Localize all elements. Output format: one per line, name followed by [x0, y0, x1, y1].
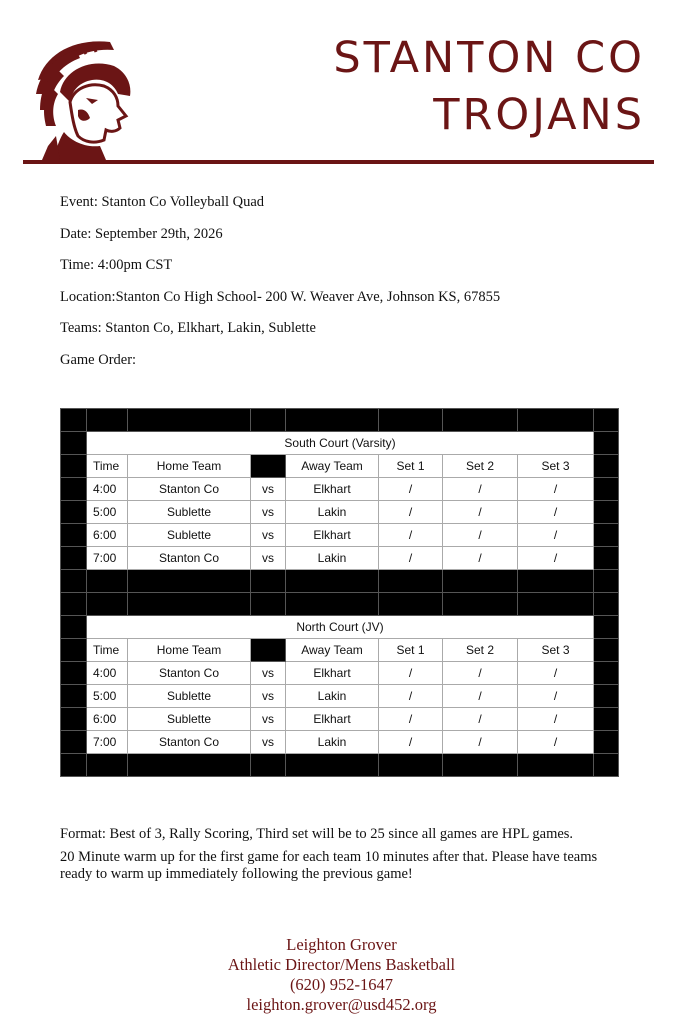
column-header-row [61, 639, 619, 662]
spacer-cell [61, 570, 87, 593]
spacer-cell [61, 524, 87, 547]
spacer-cell [61, 409, 87, 432]
header-divider [23, 160, 654, 164]
set-2-score: / [443, 524, 518, 547]
spacer-cell [128, 754, 251, 777]
set-1-score: / [379, 478, 443, 501]
spacer-cell [128, 409, 251, 432]
spacer-cell [61, 639, 87, 662]
column-header: Away Team [286, 639, 379, 662]
home-team: Sublette [128, 708, 251, 731]
set-2-score: / [443, 501, 518, 524]
set-2-score: / [443, 662, 518, 685]
spacer-cell [443, 409, 518, 432]
home-team: Sublette [128, 524, 251, 547]
spacer-cell [286, 570, 379, 593]
home-team: Stanton Co [128, 547, 251, 570]
set-3-score: / [518, 662, 594, 685]
event-location: Location:Stanton Co High School- 200 W. Weaver Ave, Johnson KS, 67855 [60, 288, 501, 305]
table-row [61, 501, 619, 524]
spacer-cell [251, 593, 286, 616]
spacer-cell [443, 754, 518, 777]
spacer-cell [251, 754, 286, 777]
column-header-row [61, 455, 619, 478]
set-1-score: / [379, 685, 443, 708]
set-3-score: / [518, 547, 594, 570]
contact-role: Athletic Director/Mens Basketball [227, 955, 456, 974]
column-header: Home Team [128, 639, 251, 662]
home-team: Stanton Co [128, 478, 251, 501]
set-2-score: / [443, 685, 518, 708]
away-team: Elkhart [286, 478, 379, 501]
table-row [61, 708, 619, 731]
vs-label: vs [251, 547, 286, 570]
spacer-cell [61, 455, 87, 478]
set-2-score: / [443, 547, 518, 570]
spacer-cell [594, 478, 619, 501]
column-header: Set 2 [443, 639, 518, 662]
spacer-cell [87, 570, 128, 593]
warmup-notes: 20 Minute warm up for the first game for each team 10 minutes after that. Please have teams ready to warm up immediately following the previous game! [60, 849, 598, 882]
vs-label: vs [251, 501, 286, 524]
set-1-score: / [379, 708, 443, 731]
spacer-cell [379, 409, 443, 432]
set-1-score: / [379, 524, 443, 547]
table-row [61, 547, 619, 570]
set-3-score: / [518, 478, 594, 501]
spacer-cell [594, 547, 619, 570]
table-row [61, 685, 619, 708]
spacer-cell [443, 593, 518, 616]
trojan-head-logo-icon [34, 36, 140, 160]
set-3-score: / [518, 731, 594, 754]
home-team: Stanton Co [128, 731, 251, 754]
spacer-cell [518, 754, 594, 777]
spacer-cell [61, 662, 87, 685]
spacer-cell [61, 685, 87, 708]
spacer-cell [61, 708, 87, 731]
spacer-cell [594, 593, 619, 616]
table-row [61, 524, 619, 547]
spacer-cell [518, 570, 594, 593]
event-time: Time: 4:00pm CST [60, 257, 173, 273]
spacer-cell [594, 639, 619, 662]
spacer-cell [61, 754, 87, 777]
spacer-cell [518, 409, 594, 432]
vs-label: vs [251, 685, 286, 708]
contact-block [0, 935, 683, 1015]
spacer-cell [594, 754, 619, 777]
spacer-cell [594, 409, 619, 432]
vs-label: vs [251, 478, 286, 501]
spacer-cell [594, 455, 619, 478]
spacer-row [61, 409, 619, 432]
spacer-cell [594, 570, 619, 593]
set-1-score: / [379, 501, 443, 524]
spacer-cell [379, 754, 443, 777]
away-team: Lakin [286, 731, 379, 754]
set-3-score: / [518, 501, 594, 524]
away-team: Elkhart [286, 524, 379, 547]
set-2-score: / [443, 708, 518, 731]
away-team: Elkhart [286, 662, 379, 685]
spacer-cell [518, 593, 594, 616]
spacer-cell [87, 593, 128, 616]
set-1-score: / [379, 662, 443, 685]
home-team: Sublette [128, 685, 251, 708]
court-title-row [61, 616, 619, 639]
spacer-cell [61, 432, 87, 455]
spacer-cell [128, 570, 251, 593]
table-row [61, 731, 619, 754]
title-line-1: STANTON CO [333, 33, 645, 83]
spacer-cell [61, 478, 87, 501]
column-header: Time [87, 639, 128, 662]
game-time: 5:00 [87, 685, 128, 708]
format-notes [60, 826, 630, 889]
event-teams: Teams: Stanton Co, Elkhart, Lakin, Sublette [60, 320, 316, 336]
spacer-cell [251, 409, 286, 432]
page-title [333, 30, 645, 144]
game-time: 6:00 [87, 708, 128, 731]
spacer-cell [443, 570, 518, 593]
home-team: Stanton Co [128, 662, 251, 685]
spacer-cell [594, 501, 619, 524]
set-3-score: / [518, 524, 594, 547]
away-team: Lakin [286, 685, 379, 708]
column-header: Set 3 [518, 455, 594, 478]
vs-label: vs [251, 731, 286, 754]
spacer-cell [594, 432, 619, 455]
set-1-score: / [379, 547, 443, 570]
spacer-cell [594, 616, 619, 639]
home-team: Sublette [128, 501, 251, 524]
contact-email[interactable]: leighton.grover@usd452.org [246, 995, 437, 1014]
contact-name: Leighton Grover [286, 935, 397, 954]
vs-header-cell [251, 455, 286, 478]
spacer-cell [61, 501, 87, 524]
spacer-cell [594, 662, 619, 685]
format-rules: Format: Best of 3, Rally Scoring, Third set will be to 25 since all games are HPL games. [60, 826, 574, 842]
table-row [61, 662, 619, 685]
game-time: 4:00 [87, 662, 128, 685]
contact-phone: (620) 952-1647 [289, 975, 394, 994]
column-header: Away Team [286, 455, 379, 478]
spacer-cell [286, 409, 379, 432]
game-time: 5:00 [87, 501, 128, 524]
column-header: Set 2 [443, 455, 518, 478]
spacer-cell [594, 708, 619, 731]
spacer-cell [594, 524, 619, 547]
table-row [61, 478, 619, 501]
game-time: 7:00 [87, 547, 128, 570]
spacer-cell [379, 570, 443, 593]
spacer-cell [61, 731, 87, 754]
game-time: 4:00 [87, 478, 128, 501]
game-order-label: Game Order: [60, 351, 137, 368]
set-1-score: / [379, 731, 443, 754]
column-header: Set 3 [518, 639, 594, 662]
spacer-cell [594, 731, 619, 754]
column-header: Set 1 [379, 455, 443, 478]
set-2-score: / [443, 731, 518, 754]
away-team: Lakin [286, 501, 379, 524]
court-title: North Court (JV) [87, 616, 594, 639]
spacer-row [61, 754, 619, 777]
spacer-cell [286, 593, 379, 616]
court-title-row [61, 432, 619, 455]
spacer-cell [379, 593, 443, 616]
spacer-cell [61, 593, 87, 616]
away-team: Lakin [286, 547, 379, 570]
column-header: Time [87, 455, 128, 478]
schedule-table [60, 408, 619, 777]
spacer-cell [61, 616, 87, 639]
spacer-cell [286, 754, 379, 777]
spacer-cell [594, 685, 619, 708]
spacer-cell [61, 547, 87, 570]
court-title: South Court (Varsity) [87, 432, 594, 455]
vs-label: vs [251, 708, 286, 731]
event-info [60, 192, 500, 381]
vs-header-cell [251, 639, 286, 662]
game-time: 7:00 [87, 731, 128, 754]
away-team: Elkhart [286, 708, 379, 731]
event-name: Event: Stanton Co Volleyball Quad [60, 194, 265, 210]
vs-label: vs [251, 524, 286, 547]
set-3-score: / [518, 708, 594, 731]
spacer-row [61, 593, 619, 616]
vs-label: vs [251, 662, 286, 685]
set-2-score: / [443, 478, 518, 501]
spacer-cell [87, 754, 128, 777]
column-header: Set 1 [379, 639, 443, 662]
event-date: Date: September 29th, 2026 [60, 225, 223, 242]
spacer-cell [128, 593, 251, 616]
set-3-score: / [518, 685, 594, 708]
spacer-cell [251, 570, 286, 593]
game-time: 6:00 [87, 524, 128, 547]
column-header: Home Team [128, 455, 251, 478]
title-line-2: TROJANS [433, 90, 645, 140]
spacer-row [61, 570, 619, 593]
spacer-cell [87, 409, 128, 432]
